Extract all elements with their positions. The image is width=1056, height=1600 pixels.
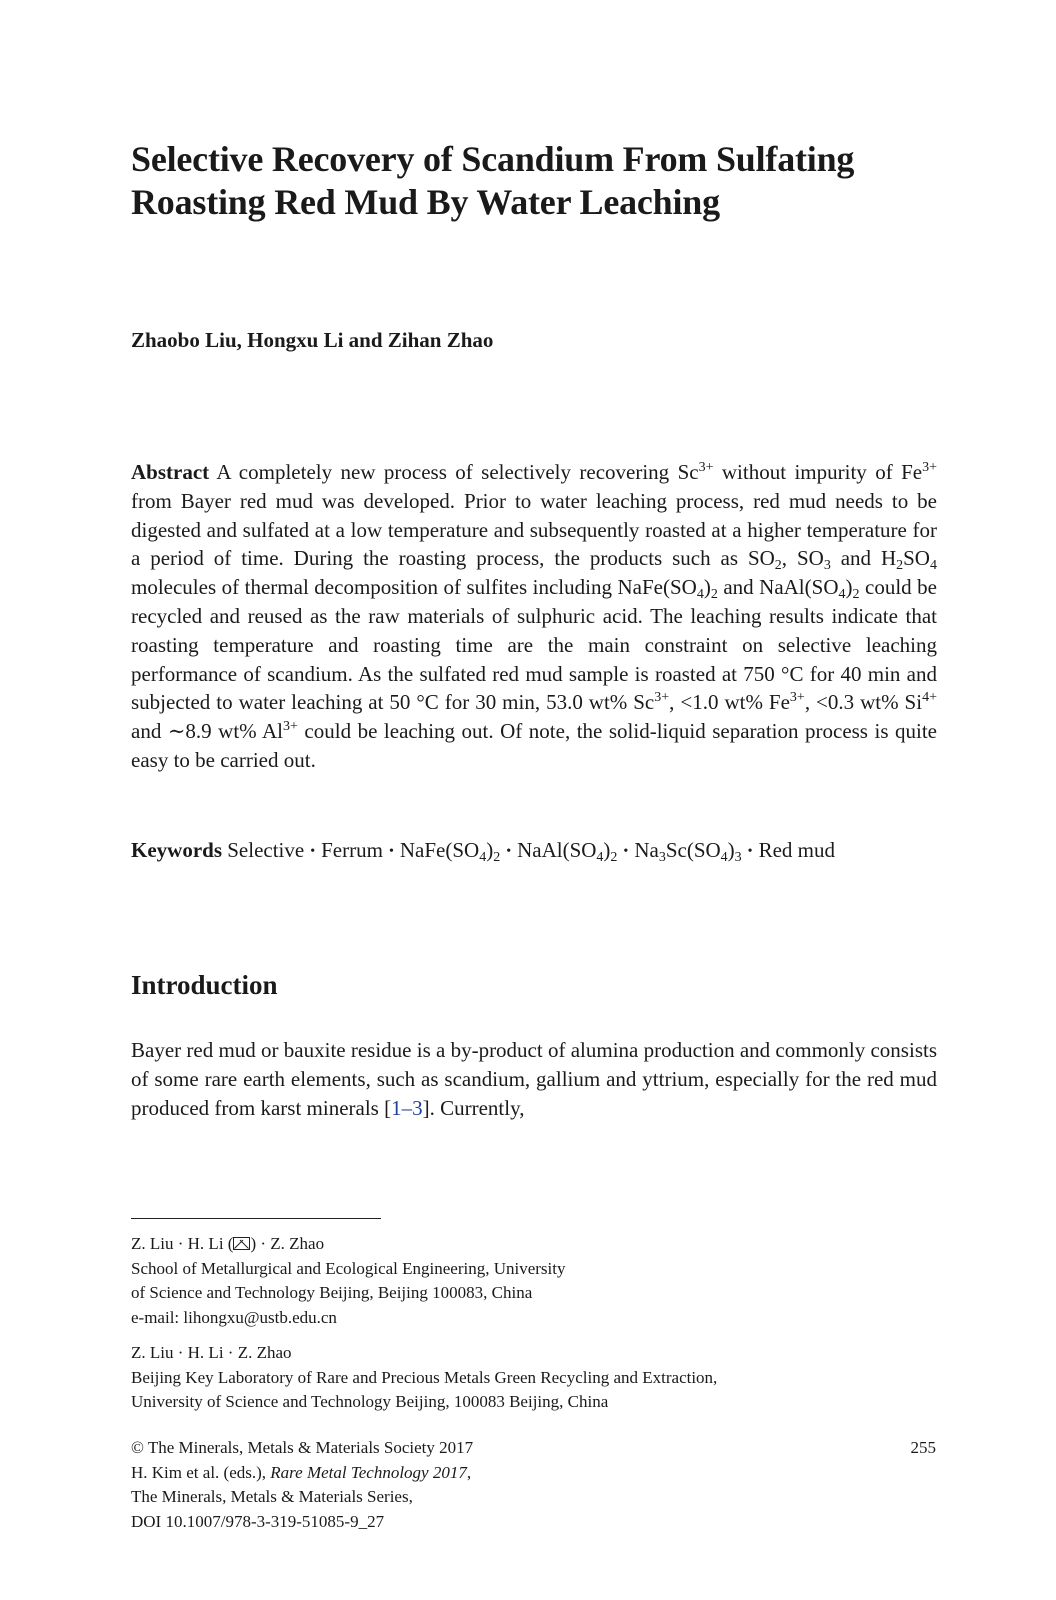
affiliation-line: Beijing Key Laboratory of Rare and Precious Metals Green Recycling and Extraction, [131,1367,718,1387]
affiliation-line: School of Metallurgical and Ecological Engineering, University [131,1258,566,1278]
subscript: 4 [929,558,937,574]
introduction-paragraph [131,1036,937,1123]
subscript: 2 [896,558,904,574]
abstract-text: without impurity of Fe [713,460,923,484]
affiliation-2 [131,1341,931,1415]
superscript: 3+ [922,460,937,475]
subscript: 2 [710,587,718,603]
keyword-part: Na [634,838,659,862]
author-list: Zhaobo Liu, Hongxu Li and Zihan Zhao [131,328,494,352]
keyword-part: Sc(SO [665,838,721,862]
abstract-text: , <0.3 wt% Si [804,690,923,715]
abstract-text: , SO [781,546,824,571]
abstract-text: from Bayer red mud was developed. Prior to water leaching process, red mud needs to be digested and sulfated at a low temperature and subsequently roasted at a higher temperature for a period of time. During the roasting process, the products such as SO [131,488,937,571]
keyword-separator: • [747,844,753,859]
abstract-text: SO [903,546,930,571]
keywords [131,836,937,867]
abstract-text: , <1.0 wt% Fe [669,690,790,715]
keyword: Ferrum [321,838,383,862]
abstract [131,458,937,775]
author-email: e-mail: lihongxu@ustb.edu.cn [131,1307,337,1327]
subscript: 3 [734,850,742,865]
series-line: The Minerals, Metals & Materials Series, [131,1487,413,1506]
keyword-separator: • [623,844,629,859]
subscript: 2 [610,850,618,865]
subscript: 4 [838,587,846,603]
editors-line [131,1461,473,1486]
envelope-icon [233,1237,250,1250]
keyword-part: ) [727,838,735,862]
author-names: Z. Liu · H. Li ( [131,1234,234,1253]
keyword-separator: • [506,844,512,859]
keywords-label: Keywords [131,838,222,862]
keyword: Red mud [758,838,835,862]
keyword [399,838,501,865]
subscript: 3 [823,558,831,574]
footnote-divider [131,1218,381,1219]
subscript: 4 [596,850,604,865]
keyword-part: ) [603,838,611,862]
affiliation-1 [131,1232,931,1330]
keyword [634,838,742,865]
paragraph-text: Bayer red mud or bauxite residue is a by-product of alumina production and commonly consists of some rare earth elements, such as scandium, gallium and yttrium, especially for the red mud produced from karst minerals [ [131,1038,937,1120]
publication-info [131,1436,473,1534]
keyword: Selective [222,838,305,862]
subscript: 2 [493,850,501,865]
paragraph-text: ]. Currently, [422,1096,525,1120]
section-heading-introduction: Introduction [131,970,278,1000]
superscript: 3+ [283,719,298,735]
abstract-text: ) [703,575,711,600]
abstract-text: molecules of thermal decomposition of sulfites including NaFe(SO [131,575,697,600]
abstract-text: ) [845,575,853,600]
superscript: 3+ [698,460,714,475]
keyword-separator: • [310,844,316,859]
editors-text: , [466,1462,472,1482]
keyword-part: ) [486,838,494,862]
citation-link[interactable]: 1–3 [391,1096,423,1120]
keyword-part: NaAl(SO [517,838,597,862]
paper-title: Selective Recovery of Scandium From Sulfating Roasting Red Mud By Water Leaching [131,139,855,222]
subscript: 4 [720,850,728,865]
subscript: 4 [696,587,704,603]
superscript: 3+ [654,690,670,706]
superscript: 3+ [789,690,805,706]
subscript: 3 [658,850,666,865]
affiliation-line: of Science and Technology Beijing, Beijing 100083, China [131,1283,533,1302]
keyword [517,838,618,865]
subscript: 2 [774,558,782,574]
abstract-text: and NaAl(SO [717,575,839,600]
superscript: 4+ [922,690,937,706]
abstract-label: Abstract [131,460,210,484]
keyword-part: NaFe(SO [399,838,480,862]
subscript: 4 [479,850,487,865]
abstract-text: could be recycled and reused as the raw materials of sulphuric acid. The leaching results indicate that roasting temperature and roasting time are the main constraint on selective leaching performance of scandium. As the sulfated red mud sample is roasted at 750 °C for 40 min and subjected to water leaching at 50 °C for 30 min, 53.0 wt% Sc [131,575,937,715]
book-title: Rare Metal Technology 2017 [270,1462,467,1482]
keyword-separator: • [388,844,394,859]
author-names: ) · Z. Zhao [250,1234,325,1253]
editors-text: H. Kim et al. (eds.), [131,1462,271,1482]
copyright-line: © The Minerals, Metals & Materials Society 2017 [131,1438,474,1457]
page-number: 255 [910,1438,936,1457]
abstract-text: and H [830,546,897,571]
doi-line: DOI 10.1007/978-3-319-51085-9_27 [131,1511,385,1531]
affiliation-authors [131,1232,931,1257]
abstract-text: could be leaching out. Of note, the solid-liquid separation process is quite easy to be carried out. [131,719,937,772]
affiliation-authors: Z. Liu · H. Li · Z. Zhao [131,1343,292,1362]
abstract-text: and ∼8.9 wt% Al [131,719,284,744]
abstract-text: A completely new process of selectively recovering Sc [209,460,699,484]
subscript: 2 [852,587,860,603]
affiliation-line: University of Science and Technology Beijing, 100083 Beijing, China [131,1392,609,1411]
